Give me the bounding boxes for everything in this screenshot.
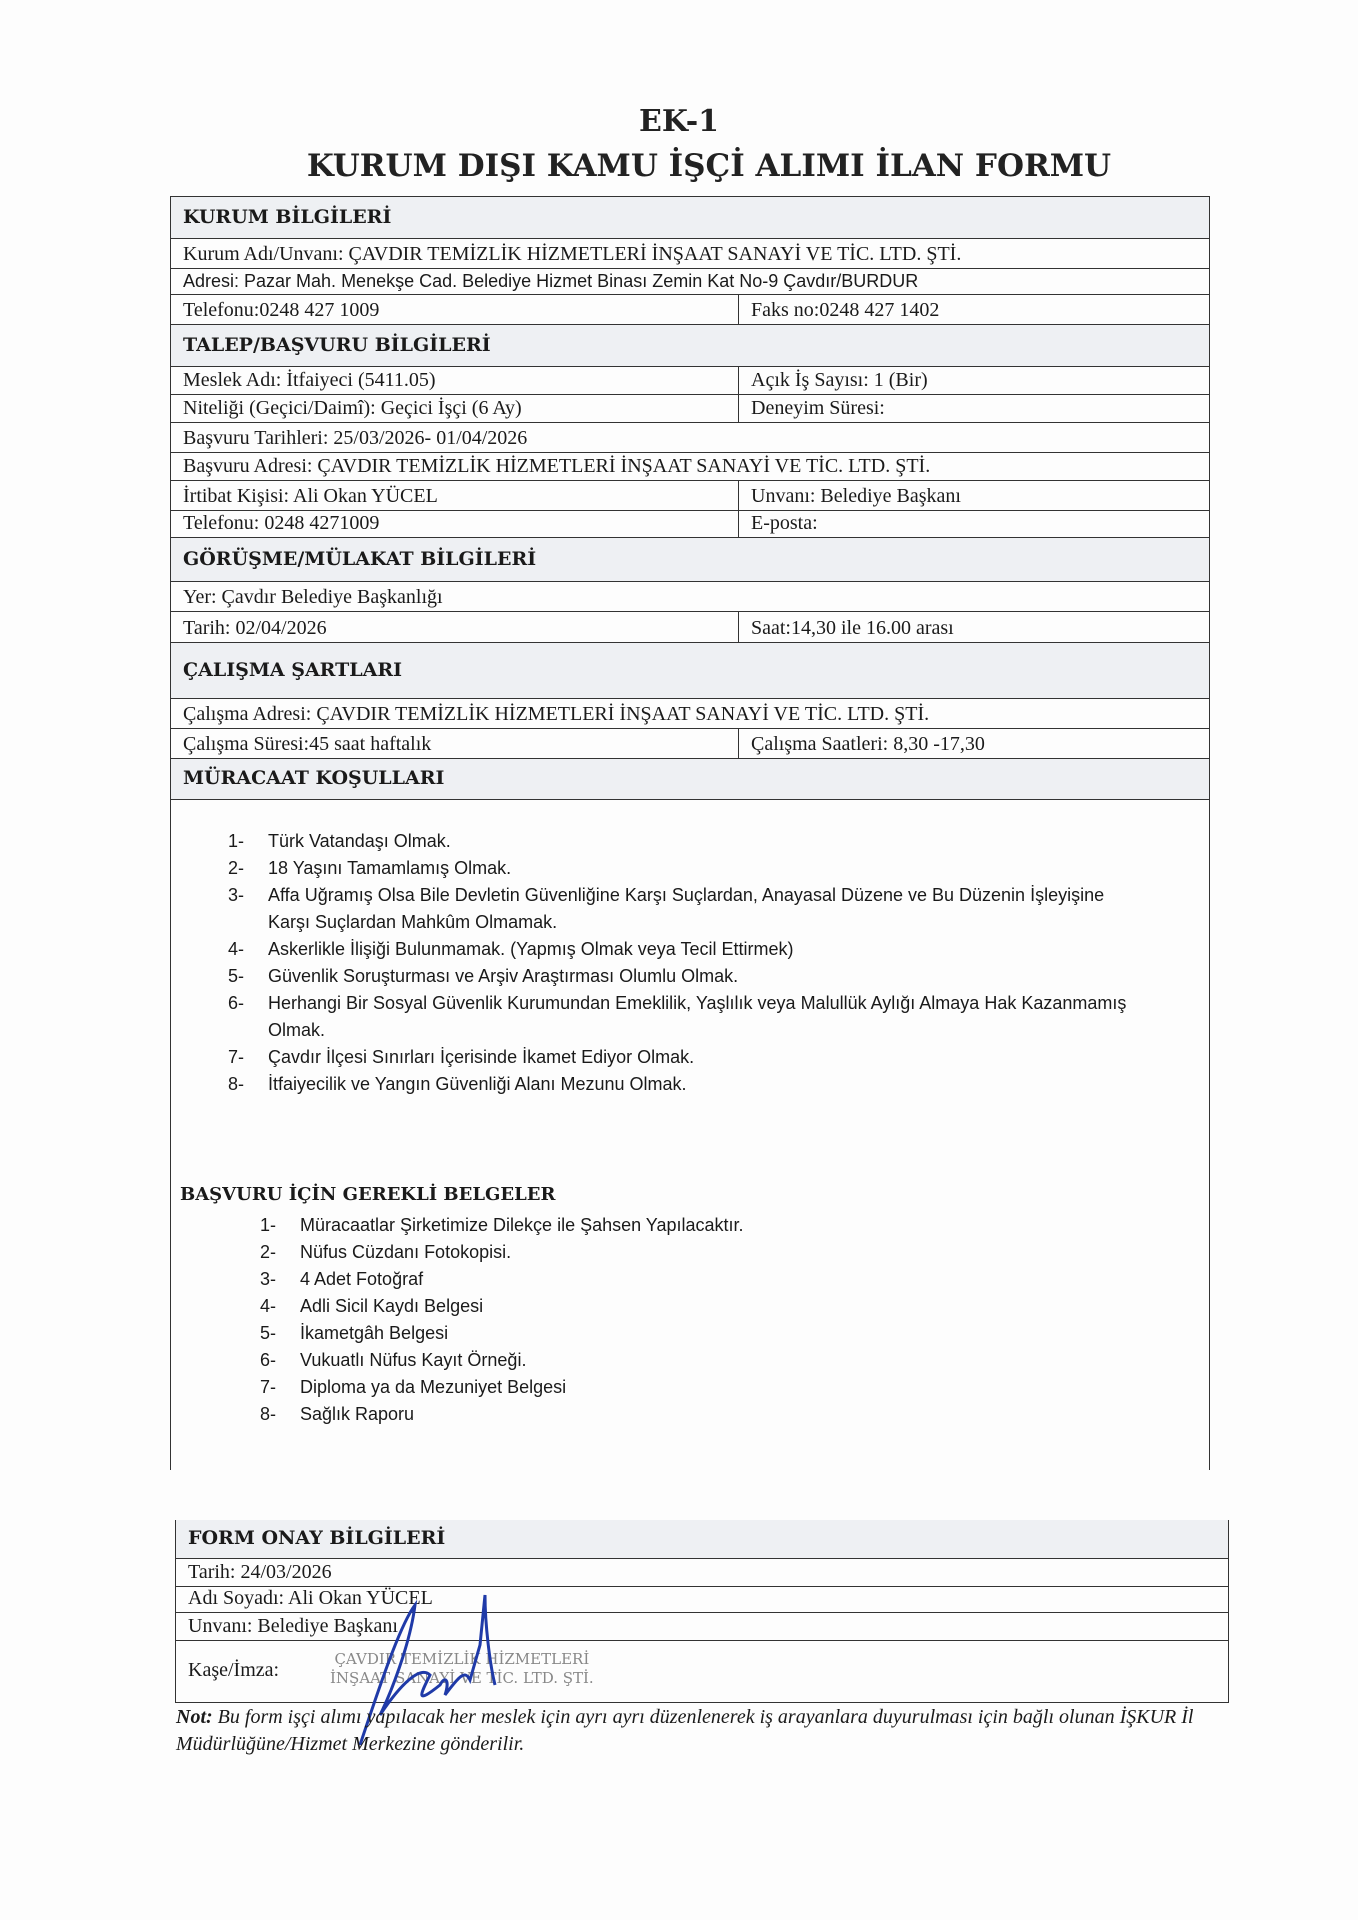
note-text: Bu form işçi alımı yapılacak her meslek için ayrı ayrı düzenlenerek iş arayanlara duyurulması için bağlı olunan İŞKUR İl Müdürlüğüne/Hizmet Merkezine gönderilir. — [176, 1706, 1194, 1755]
list-item — [228, 1071, 1148, 1098]
item-number: 4- — [260, 1296, 277, 1316]
section-title: KURUM BİLGİLERİ — [183, 205, 392, 228]
onay-adi-soyadi: Adı Soyadı: Ali Okan YÜCEL — [188, 1587, 433, 1609]
form-title: KURUM DIŞI KAMU İŞÇİ ALIMI İLAN FORMU — [306, 148, 1112, 184]
note — [176, 1704, 1236, 1758]
belgeler-list — [260, 1212, 1180, 1428]
item-number: 6- — [228, 993, 245, 1013]
section-header-kurum — [171, 196, 1209, 238]
list-item — [260, 1320, 1180, 1347]
stamp-line: ÇAVDIR TEMİZLİK HİZMETLERİ — [334, 1650, 590, 1668]
muracaat-list — [228, 828, 1148, 1098]
list-item — [228, 1044, 1148, 1071]
section-title: MÜRACAAT KOŞULLARI — [183, 767, 445, 789]
item-number: 3- — [228, 885, 245, 905]
item-number: 8- — [228, 1074, 245, 1094]
item-number: 1- — [228, 831, 245, 851]
form-annex-label: EK-1 — [638, 104, 720, 139]
section-header-calisma — [171, 642, 1209, 698]
item-text: Askerlikle İlişiği Bulunmamak. (Yapmış Olmak veya Tecil Ettirmek) — [268, 939, 794, 959]
item-text: Affa Uğramış Olsa Bile Devletin Güvenliğine Karşı Suçlardan, Anayasal Düzene ve Bu Düzenin İşleyişine Karşı Suçlardan Mahkûm Olmamak. — [268, 885, 1105, 932]
item-number: 1- — [260, 1215, 277, 1235]
list-item — [260, 1239, 1180, 1266]
list-item — [260, 1401, 1180, 1428]
section-title: FORM ONAY BİLGİLERİ — [188, 1527, 446, 1549]
list-item — [228, 882, 1148, 936]
stamp-line: İNŞAAT SANAYİ VE TİC. LTD. ŞTİ. — [330, 1669, 594, 1687]
item-text: Müracaatlar Şirketimize Dilekçe ile Şahsen Yapılacaktır. — [300, 1215, 744, 1235]
onay-kase-imza: Kaşe/İmza: — [188, 1659, 280, 1681]
item-number: 7- — [228, 1047, 245, 1067]
onay-tarih: Tarih: 24/03/2026 — [188, 1561, 332, 1583]
item-text: İtfaiyecilik ve Yangın Güvenliği Alanı Mezunu Olmak. — [268, 1074, 687, 1094]
calisma-adresi: Çalışma Adresi: ÇAVDIR TEMİZLİK HİZMETLERİ İNŞAAT SANAYİ VE TİC. LTD. ŞTİ. — [183, 703, 930, 725]
item-text: Diploma ya da Mezuniyet Belgesi — [300, 1377, 567, 1397]
belgeler-title: BAŞVURU İÇİN GEREKLİ BELGELER — [180, 1184, 556, 1205]
list-item — [228, 855, 1148, 882]
kurum-faks: Faks no:0248 427 1402 — [738, 295, 1209, 324]
section-title: ÇALIŞMA ŞARTLARI — [183, 658, 403, 681]
onay-unvan: Unvanı: Belediye Başkanı — [188, 1615, 398, 1637]
item-number: 2- — [260, 1242, 277, 1262]
gorusme-yer: Yer: Çavdır Belediye Başkanlığı — [183, 586, 443, 608]
nitelik: Niteliği (Geçici/Daimî): Geçici İşçi (6 Ay) — [183, 397, 522, 419]
gorusme-saat: Saat:14,30 ile 16.00 arası — [738, 612, 1209, 642]
section-title: TALEP/BAŞVURU BİLGİLERİ — [183, 333, 491, 356]
section-header-talep — [171, 324, 1209, 366]
item-text: Vukuatlı Nüfus Kayıt Örneği. — [300, 1350, 527, 1370]
section-header-muracaat — [171, 758, 1209, 800]
item-number: 6- — [260, 1350, 277, 1370]
basvuru-tarihleri: Başvuru Tarihleri: 25/03/2026- 01/04/2026 — [183, 427, 528, 449]
calisma-saatleri: Çalışma Saatleri: 8,30 -17,30 — [738, 729, 1209, 758]
section-title: GÖRÜŞME/MÜLAKAT BİLGİLERİ — [183, 547, 537, 570]
item-text: Adli Sicil Kaydı Belgesi — [300, 1296, 484, 1316]
deneyim-suresi: Deneyim Süresi: — [738, 395, 1209, 422]
irtibat-kisisi: İrtibat Kişisi: Ali Okan YÜCEL — [183, 485, 438, 507]
list-item — [260, 1347, 1180, 1374]
basvuru-adresi: Başvuru Adresi: ÇAVDIR TEMİZLİK HİZMETLERİ İNŞAAT SANAYİ VE TİC. LTD. ŞTİ. — [183, 455, 931, 477]
section-header-gorusme — [171, 537, 1209, 581]
list-item — [228, 990, 1148, 1044]
irtibat-eposta: E-posta: — [738, 511, 1209, 537]
item-text: Çavdır İlçesi Sınırları İçerisinde İkamet Ediyor Olmak. — [268, 1047, 695, 1067]
kurum-adi: Kurum Adı/Unvanı: ÇAVDIR TEMİZLİK HİZMETLERİ İNŞAAT SANAYİ VE TİC. LTD. ŞTİ. — [183, 243, 962, 265]
meslek-adi: Meslek Adı: İtfaiyeci (5411.05) — [183, 369, 436, 391]
gorusme-tarih: Tarih: 02/04/2026 — [183, 617, 327, 639]
item-number: 5- — [260, 1323, 277, 1343]
acik-is-sayisi: Açık İş Sayısı: 1 (Bir) — [738, 367, 1209, 394]
list-item — [260, 1374, 1180, 1401]
list-item — [228, 936, 1148, 963]
kurum-adres: Adresi: Pazar Mah. Menekşe Cad. Belediye Hizmet Binası Zemin Kat No-9 Çavdır/BURDUR — [183, 271, 919, 291]
item-text: Türk Vatandaşı Olmak. — [268, 831, 451, 851]
irtibat-unvan: Unvanı: Belediye Başkanı — [738, 481, 1209, 510]
item-text: Herhangi Bir Sosyal Güvenlik Kurumundan Emeklilik, Yaşlılık veya Malullük Aylığı Almaya Hak Kazanmamış Olmak. — [268, 993, 1127, 1040]
list-item — [228, 828, 1148, 855]
item-text: Güvenlik Soruşturması ve Arşiv Araştırması Olumlu Olmak. — [268, 966, 739, 986]
list-item — [260, 1212, 1180, 1239]
item-number: 4- — [228, 939, 245, 959]
list-item — [228, 963, 1148, 990]
kurum-telefon: Telefonu:0248 427 1009 — [183, 299, 380, 321]
item-number: 3- — [260, 1269, 277, 1289]
item-number: 2- — [228, 858, 245, 878]
item-text: 18 Yaşını Tamamlamış Olmak. — [268, 858, 512, 878]
item-text: Sağlık Raporu — [300, 1404, 415, 1424]
calisma-suresi: Çalışma Süresi:45 saat haftalık — [183, 733, 432, 755]
item-text: İkametgâh Belgesi — [300, 1323, 449, 1343]
item-number: 8- — [260, 1404, 277, 1424]
item-text: Nüfus Cüzdanı Fotokopisi. — [300, 1242, 512, 1262]
list-item — [260, 1266, 1180, 1293]
irtibat-telefon: Telefonu: 0248 4271009 — [183, 512, 380, 534]
list-item — [260, 1293, 1180, 1320]
item-text: 4 Adet Fotoğraf — [300, 1269, 424, 1289]
note-label: Not: — [176, 1706, 213, 1728]
item-number: 7- — [260, 1377, 277, 1397]
item-number: 5- — [228, 966, 245, 986]
